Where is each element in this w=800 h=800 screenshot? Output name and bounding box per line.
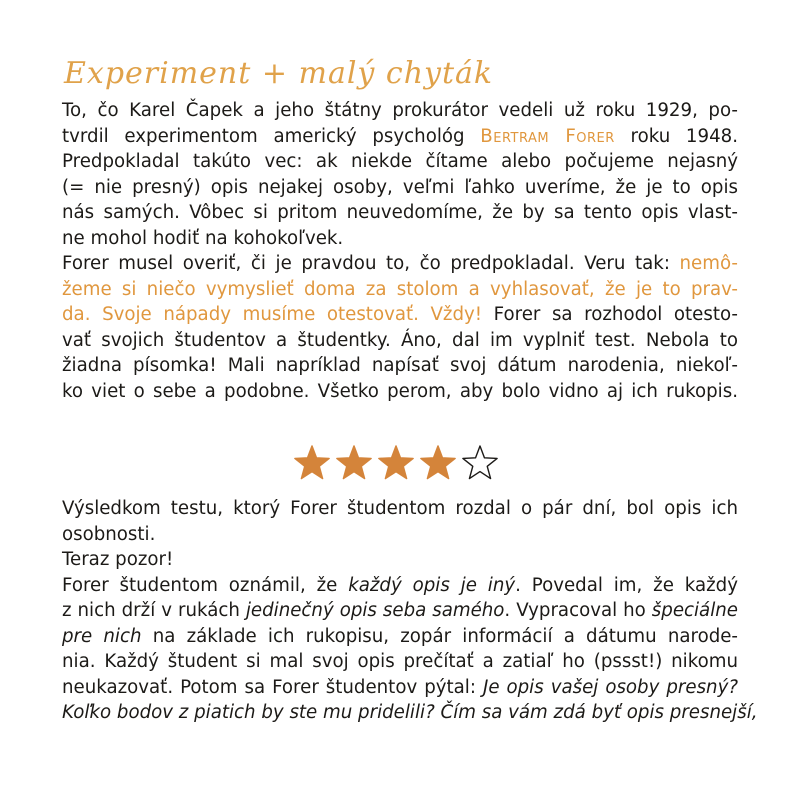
emphasis: každý opis je iný <box>348 574 516 596</box>
star-filled-icon <box>376 443 416 483</box>
section-heading: Experiment + malý chyták <box>64 56 494 91</box>
star-rating <box>292 442 504 484</box>
star-filled-shape <box>295 446 329 479</box>
text-line: Forer študentom oznámil, že každý opis je iný. Povedal im, že každý <box>62 574 738 596</box>
highlight-line: žeme si niečo vymyslieť doma za stolom a vyhlasovať, že je to prav- <box>62 278 738 300</box>
star-empty-icon <box>460 443 500 483</box>
person-name: Bertram Forer <box>480 125 615 147</box>
paragraph-result <box>62 496 758 726</box>
text-line: Výsledkom testu, ktorý Forer študentom rozdal o pár dní, bol opis ich <box>62 498 738 519</box>
star-filled-icon <box>418 443 458 483</box>
text-line: To, čo Karel Čapek a jeho štátny prokurátor vedeli už roku 1929, po- <box>62 100 738 121</box>
paragraph-intro <box>62 98 738 404</box>
emphasis: pre nich <box>62 625 142 647</box>
star-filled-icon <box>292 443 332 483</box>
star-filled-shape <box>421 446 455 479</box>
text-line: z nich drží v rukách jedinečný opis seba samého. Vypracoval ho špeciálne <box>62 600 738 621</box>
star-filled-icon <box>334 443 374 483</box>
emphasis: Je opis vašej osoby presný? <box>482 676 738 698</box>
text-line: vať svojich študentov a študentky. Áno, dal im vyplniť test. Nebola to <box>62 329 738 351</box>
star-empty-shape <box>463 446 497 479</box>
highlight-text: da. Svoje nápady musíme otestovať. Vždy! <box>62 304 483 325</box>
text-line: (= nie presný) opis nejakej osoby, veľmi ľahko uveríme, že je to opis <box>62 176 738 198</box>
text-line: Forer musel overiť, či je pravdou to, čo predpokladal. Veru tak: nemô- <box>62 253 738 274</box>
text-line: žiadna písomka! Mali napríklad napísať svoj dátum narodenia, niekoľ- <box>62 355 738 376</box>
text-line: da. Svoje nápady musíme otestovať. Vždy! Forer sa rozhodol otesto- <box>62 304 738 325</box>
emphasis: jedinečný opis seba samého <box>245 600 505 621</box>
text-line: ko viet o sebe a podobne. Všetko perom, aby bolo vidno aj ich rukopis. <box>62 380 738 402</box>
emphasis-line: Koľko bodov z piatich by ste mu pridelili? Čím sa vám zdá byť opis presnejší, <box>62 702 758 723</box>
text-line: tvrdil experimentom americký psychológ Bertram Forer roku 1948. <box>62 125 738 147</box>
text-line: Predpokladal takúto vec: ak niekde čítame alebo počujeme nejasný <box>62 151 738 172</box>
emphasis: špeciálne <box>651 600 738 621</box>
text-line: pre nich na základe ich rukopisu, zopár informácií a dátumu narode- <box>62 625 738 647</box>
highlight-text: nemô- <box>679 253 738 274</box>
text-line: neukazovať. Potom sa Forer študentov pýtal: Je opis vašej osoby presný? <box>62 676 738 698</box>
star-filled-shape <box>379 446 413 479</box>
star-filled-shape <box>337 446 371 479</box>
text-line: Teraz pozor! <box>62 549 174 570</box>
text-line: ne mohol hodiť na kohokoľvek. <box>62 227 344 249</box>
text-line: osobnosti. <box>62 523 156 545</box>
text-line: nás samých. Vôbec si pritom neuvedomíme, že by sa tento opis vlast- <box>62 202 738 223</box>
text-line: nia. Každý študent si mal svoj opis prečítať a zatiaľ ho (pssst!) nikomu <box>62 651 738 672</box>
